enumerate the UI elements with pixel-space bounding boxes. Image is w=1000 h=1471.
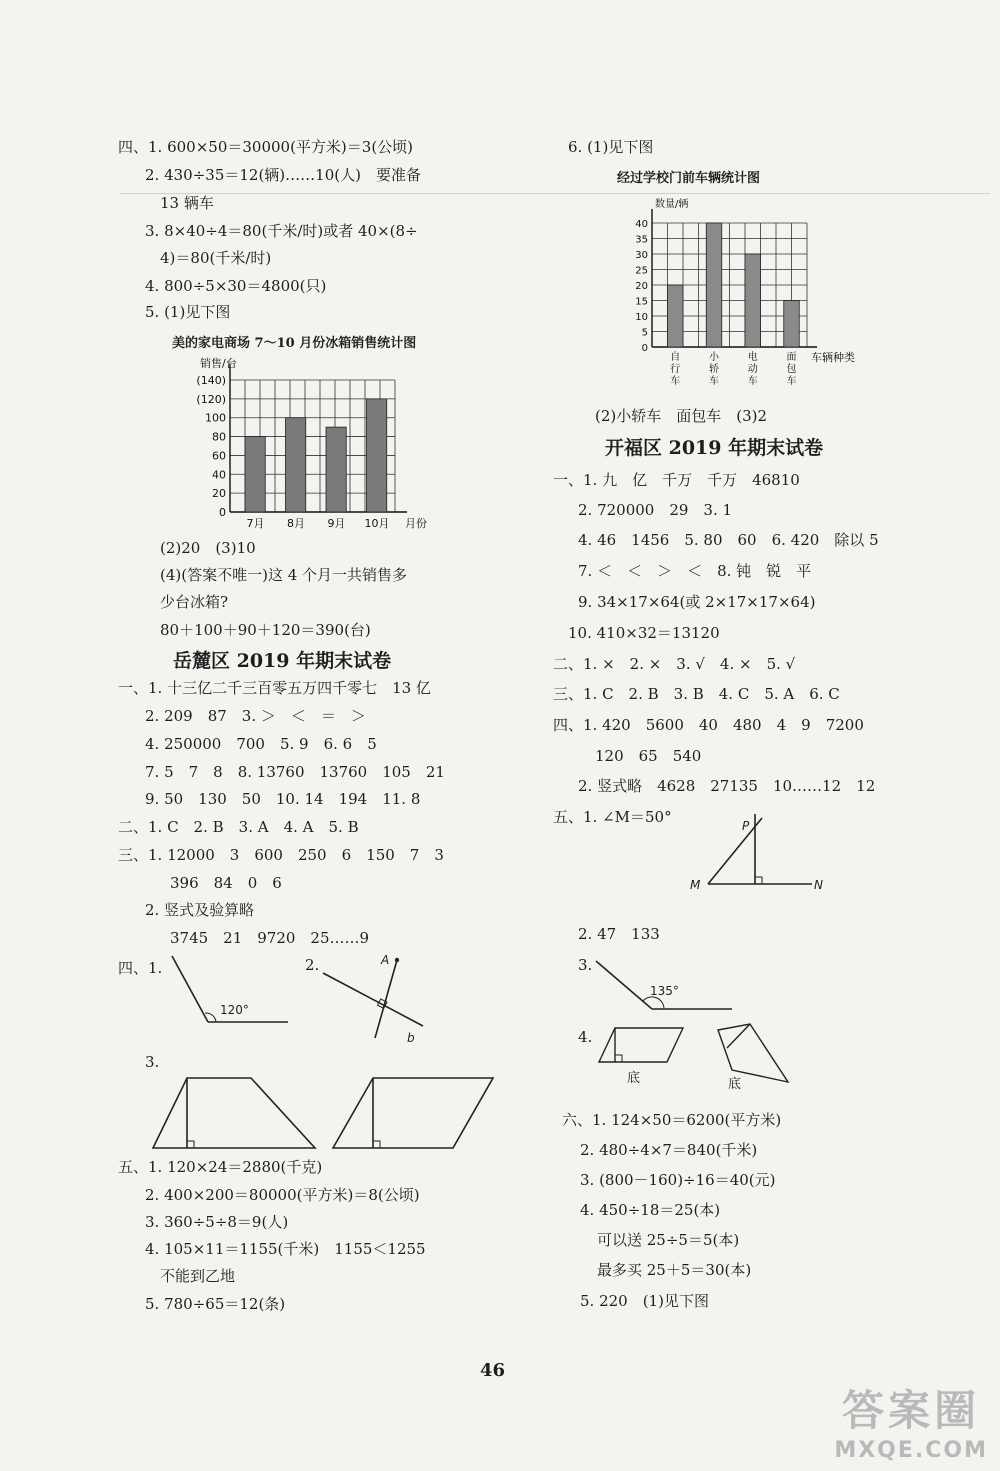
fridge-sales-chart [185, 355, 445, 530]
x-tick-label: 9月 [327, 517, 346, 530]
chart-title: 美的家电商场 7～10 月份冰箱销售统计图 [172, 336, 417, 351]
answer-line: 2. 竖式及验算略 [145, 901, 255, 919]
answer-line: 3. [578, 956, 593, 974]
watermark-url: MXQE.COM [834, 1438, 988, 1463]
y-tick-label: 15 [635, 296, 648, 308]
x-tick-label: 小轿车 [709, 352, 719, 387]
answer-line: 三、1. 12000 3 600 250 6 150 7 3 [118, 846, 444, 864]
watermark [834, 1378, 988, 1463]
y-tick-label: 100 [205, 411, 226, 425]
answer-line: 5. 780÷65＝12(条) [145, 1295, 286, 1313]
answer-line: 不能到乙地 [160, 1267, 236, 1285]
answer-line: 2. 480÷4×7＝840(千米) [580, 1141, 758, 1159]
y-tick-label: 30 [635, 250, 648, 261]
answer-line: 2. 400×200＝80000(平方米)＝8(公顷) [145, 1186, 420, 1204]
y-tick-label: 0 [219, 506, 226, 519]
answer-line: 4)＝80(千米/时) [160, 249, 272, 267]
vehicle-count-chart [630, 195, 860, 395]
answer-line: 3. 360÷5÷8＝9(人) [145, 1213, 289, 1231]
answer-line: 4. 250000 700 5. 9 6. 6 5 [145, 735, 377, 753]
answer-line: 3. 8×40÷4＝80(千米/时)或者 40×(8÷ [145, 222, 418, 240]
answer-line: 四、1. 600×50＝30000(平方米)＝3(公顷) [118, 138, 414, 156]
answer-line: 13 辆车 [160, 194, 214, 212]
answer-line: 2. 430÷35＝12(辆)……10(人) 要准备 [145, 166, 421, 184]
bar [784, 301, 800, 348]
page-number: 46 [480, 1360, 506, 1381]
answer-line: 2. 竖式略 4628 27135 10……12 12 [578, 777, 876, 795]
y-tick-label: 60 [212, 449, 226, 463]
x-tick-label: 7月 [246, 517, 265, 530]
trapezoid-base-figure [710, 1022, 800, 1097]
x-tick-label: 面包车 [786, 352, 797, 387]
answer-line: 6. (1)见下图 [568, 138, 654, 156]
angle-label: 135° [650, 984, 679, 998]
answer-line: 五、1. ∠M＝50° [553, 808, 672, 826]
y-tick-label: 80 [212, 430, 226, 444]
base-label: 底 [627, 1071, 641, 1086]
y-tick-label: 40 [635, 219, 648, 230]
answer-line: 120 65 540 [595, 747, 702, 765]
base-label: 底 [728, 1077, 742, 1092]
x-tick-label: 8月 [287, 517, 305, 530]
line-b-label: b [407, 1031, 415, 1045]
bar [706, 223, 722, 347]
angle-m-figure [680, 812, 840, 897]
y-tick-label: 25 [635, 265, 648, 277]
answer-line: 5. (1)见下图 [145, 303, 231, 321]
answer-line: 三、1. C 2. B 3. B 4. C 5. A 6. C [553, 685, 840, 703]
answer-line: 7. ＜ ＜ ＞ ＜ 8. 钝 锐 平 [578, 562, 812, 580]
answer-line: 最多买 25＋5＝30(本) [597, 1261, 752, 1279]
point-m-label: M [690, 878, 701, 892]
answer-line: 4. [578, 1028, 593, 1046]
point-n-label: N [814, 878, 823, 892]
answer-line: 9. 50 130 50 10. 14 194 11. 8 [145, 790, 421, 808]
answer-line: 五、1. 120×24＝2880(千克) [118, 1158, 323, 1176]
answer-line: 四、1. [118, 959, 163, 977]
answer-line: (2)小轿车 面包车 (3)2 [595, 407, 768, 425]
angle-120-figure [160, 950, 300, 1030]
y-axis-label: 数量/辆 [655, 199, 689, 210]
x-axis-label: 月份 [405, 517, 427, 530]
y-tick-label: 10 [635, 312, 648, 323]
answer-line: 396 84 0 6 [170, 874, 282, 892]
answer-line: 少台冰箱? [160, 593, 229, 611]
y-tick-label: 20 [635, 281, 648, 292]
x-axis-label: 车辆种类 [811, 351, 855, 364]
answer-line: 2. 209 87 3. ＞ ＜ ＝ ＞ [145, 707, 366, 725]
header-divider [120, 193, 990, 194]
perpendicular-figure [315, 948, 435, 1048]
chart-title: 经过学校门前车辆统计图 [617, 171, 761, 186]
point-a-label: A [381, 953, 390, 967]
y-tick-label: 20 [212, 487, 226, 501]
angle-135-figure [590, 955, 740, 1015]
parallelogram-figure [325, 1070, 500, 1155]
point-p-label: P [742, 819, 750, 833]
answer-line: 六、1. 124×50＝6200(平方米) [562, 1111, 782, 1129]
bar [745, 254, 761, 347]
answer-line: 4. 800÷5×30＝4800(只) [145, 277, 327, 295]
trapezoid-figure [145, 1070, 325, 1155]
bar [367, 399, 387, 512]
parallelogram-base-figure [595, 1022, 695, 1087]
answer-line: 10. 410×32＝13120 [568, 624, 720, 642]
bar [245, 437, 265, 512]
answer-line: 80＋100＋90＋120＝390(台) [160, 621, 371, 639]
answer-line: 2. [305, 956, 320, 974]
answer-line: 9. 34×17×64(或 2×17×17×64) [578, 593, 816, 611]
x-tick-label: 10月 [364, 517, 390, 530]
bar [286, 418, 306, 512]
y-tick-label: 35 [635, 234, 648, 246]
y-tick-label: 40 [212, 468, 226, 482]
answer-line: 7. 5 7 8 8. 13760 13760 105 21 [145, 763, 445, 781]
section-title: 开福区 2019 年期末试卷 [605, 437, 824, 459]
watermark-logo: 答案圈 [842, 1386, 981, 1435]
answer-line: 二、1. C 2. B 3. A 4. A 5. B [118, 818, 359, 836]
answer-line: 一、1. 十三亿二千三百零五万四千零七 13 亿 [118, 679, 431, 697]
answer-line: (2)20 (3)10 [160, 539, 256, 557]
bar [326, 427, 346, 512]
answer-line: 4. 105×11＝1155(千米) 1155＜1255 [145, 1240, 426, 1258]
answer-line: 二、1. × 2. × 3. √ 4. × 5. √ [553, 655, 796, 673]
answer-line: 3. [145, 1053, 160, 1071]
y-axis-label: 销售/台 [200, 357, 237, 370]
x-tick-label: 电动车 [747, 352, 758, 387]
answer-line: 4. 450÷18＝25(本) [580, 1201, 721, 1219]
y-tick-label: 5 [641, 327, 648, 339]
answer-line: 四、1. 420 5600 40 480 4 9 7200 [553, 716, 864, 734]
answer-line: 2. 47 133 [578, 925, 660, 943]
bar [668, 285, 684, 347]
answer-line: 5. 220 (1)见下图 [580, 1292, 709, 1310]
answer-line: 4. 46 1456 5. 80 60 6. 420 除以 5 [578, 531, 879, 549]
section-title: 岳麓区 2019 年期末试卷 [173, 650, 392, 672]
y-tick-label: (120) [196, 392, 226, 406]
answer-line: (4)(答案不唯一)这 4 个月一共销售多 [160, 566, 408, 584]
answer-line: 可以送 25÷5＝5(本) [597, 1231, 740, 1249]
y-tick-label: 0 [641, 343, 648, 354]
x-tick-label: 自行车 [670, 352, 681, 387]
answer-line: 一、1. 九 亿 千万 千万 46810 [553, 471, 800, 489]
answer-line: 3. (800－160)÷16＝40(元) [580, 1171, 776, 1189]
y-tick-label: (140) [196, 374, 226, 387]
answer-line: 3745 21 9720 25……9 [170, 929, 370, 947]
answer-line: 2. 720000 29 3. 1 [578, 501, 733, 519]
angle-label: 120° [220, 1003, 249, 1017]
